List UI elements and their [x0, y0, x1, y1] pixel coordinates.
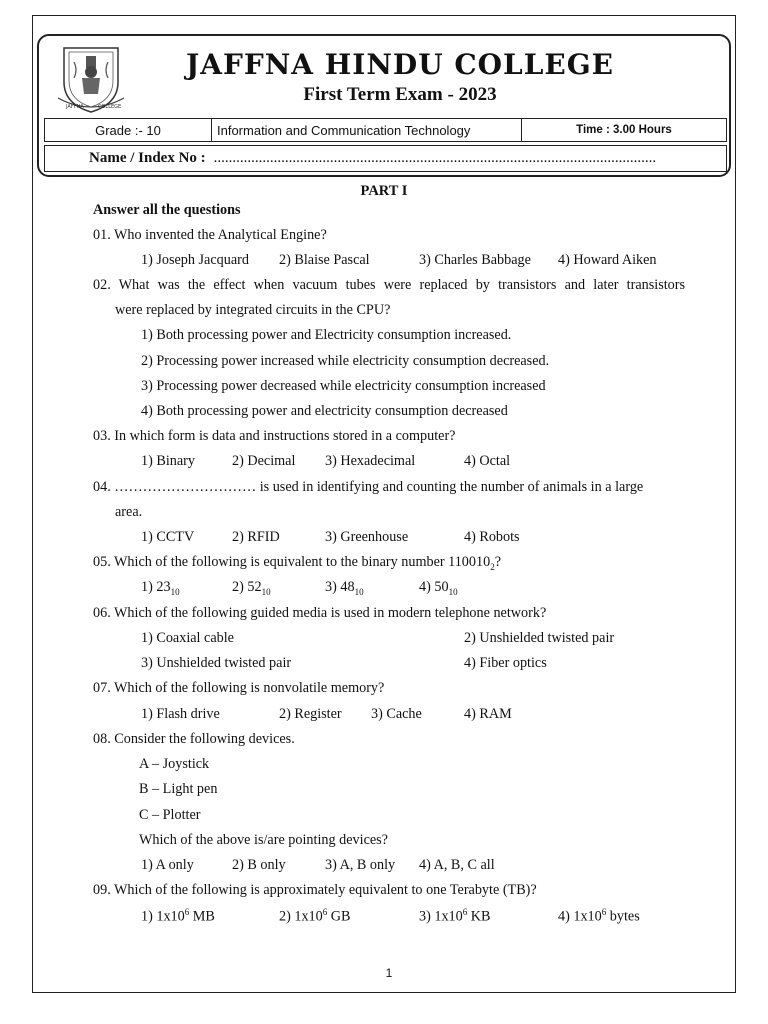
q8-option-1: 1) A only: [141, 857, 194, 873]
instruction: Answer all the questions: [93, 202, 241, 218]
q6-option-2: 2) Unshielded twisted pair: [464, 630, 615, 646]
q2-option-4: 4) Both processing power and electricity consumption decreased: [141, 403, 508, 419]
q7-option-4: 4) RAM: [464, 706, 512, 722]
question-6: 06. Which of the following guided media is used in modern telephone network?: [93, 605, 547, 621]
exam-info-row: [44, 118, 727, 142]
question-2-line-1: 02. What was the effect when vacuum tubes were replaced by transistors and later transistors: [93, 277, 685, 293]
q8-question: Which of the above is/are pointing devices?: [139, 832, 388, 848]
q7-option-3: 3) Cache: [371, 706, 422, 722]
q8-device-a: A – Joystick: [139, 756, 210, 772]
grade-cell: Grade :- 10: [45, 119, 212, 141]
page-number: 1: [385, 966, 393, 980]
q1-option-2: 2) Blaise Pascal: [279, 252, 370, 268]
time-cell: Time : 3.00 Hours: [576, 124, 672, 136]
q6-option-1: 1) Coaxial cable: [141, 630, 234, 646]
q4-option-2: 2) RFID: [232, 529, 280, 545]
q4-option-1: 1) CCTV: [141, 529, 195, 545]
q4-option-4: 4) Robots: [464, 529, 520, 545]
question-9: 09. Which of the following is approximately equivalent to one Terabyte (TB)?: [93, 882, 537, 898]
question-4-line-2: area.: [115, 504, 143, 520]
q8-option-4: 4) A, B, C all: [419, 857, 495, 873]
q2-option-1: 1) Both processing power and Electricity consumption increased.: [141, 327, 512, 343]
svg-text:JAFFNA: JAFFNA: [66, 104, 84, 110]
question-7: 07. Which of the following is nonvolatile memory?: [93, 680, 385, 696]
question-8: 08. Consider the following devices.: [93, 731, 295, 747]
svg-text:COLLEGE: COLLEGE: [98, 104, 122, 110]
question-2-line-2: were replaced by integrated circuits in the CPU?: [115, 302, 391, 318]
q3-option-1: 1) Binary: [141, 453, 195, 469]
q9-option-2: 2) $1x10^6$ GB: [279, 907, 351, 925]
name-label: Name / Index No :: [89, 150, 206, 166]
q5-option-2: 2) $52_{10}$: [232, 579, 271, 597]
exam-title: First Term Exam - 2023: [303, 84, 497, 105]
q8-device-b: B – Light pen: [139, 781, 218, 797]
school-name: JAFFNA HINDU COLLEGE: [185, 48, 615, 81]
name-index-row: [44, 145, 727, 172]
q5-option-1: 1) $23_{10}$: [141, 579, 180, 597]
q1-option-4: 4) Howard Aiken: [558, 252, 657, 268]
q9-option-3: 3) $1x10^6$ KB: [419, 907, 491, 925]
q8-device-c: C – Plotter: [139, 807, 201, 823]
part-title: PART I: [360, 183, 408, 199]
q3-option-2: 2) Decimal: [232, 453, 296, 469]
college-crest-logo: [56, 42, 126, 114]
q6-option-4: 4) Fiber optics: [464, 655, 547, 671]
q3-option-3: 3) Hexadecimal: [325, 453, 416, 469]
question-5: 05. Which of the following is equivalent to the binary number $110010_2$?: [93, 554, 501, 572]
q7-option-1: 1) Flash drive: [141, 706, 220, 722]
subject-cell: Information and Communication Technology: [212, 119, 522, 141]
name-field-dots: ......................................................................................................................: [213, 150, 657, 166]
q2-option-2: 2) Processing power increased while electricity consumption decreased.: [141, 353, 550, 369]
q5-option-4: 4) $50_{10}$: [419, 579, 458, 597]
q9-option-4: 4) $1x10^6$ bytes: [558, 907, 640, 925]
q2-option-3: 3) Processing power decreased while electricity consumption increased: [141, 378, 546, 394]
q4-option-3: 3) Greenhouse: [325, 529, 409, 545]
question-1: 01. Who invented the Analytical Engine?: [93, 227, 327, 243]
question-3: 03. In which form is data and instructions stored in a computer?: [93, 428, 456, 444]
q1-option-1: 1) Joseph Jacquard: [141, 252, 249, 268]
q9-option-1: 1) $1x10^6$ MB: [141, 907, 215, 925]
q1-option-3: 3) Charles Babbage: [419, 252, 531, 268]
q6-option-3: 3) Unshielded twisted pair: [141, 655, 292, 671]
q5-option-3: 3) $48_{10}$: [325, 579, 364, 597]
q3-option-4: 4) Octal: [464, 453, 511, 469]
q8-option-3: 3) A, B only: [325, 857, 396, 873]
q8-option-2: 2) B only: [232, 857, 286, 873]
q7-option-2: 2) Register: [279, 706, 342, 722]
question-4-line-1: 04. ………………………… is used in identifying and counting the number of animals in a large: [93, 479, 644, 495]
